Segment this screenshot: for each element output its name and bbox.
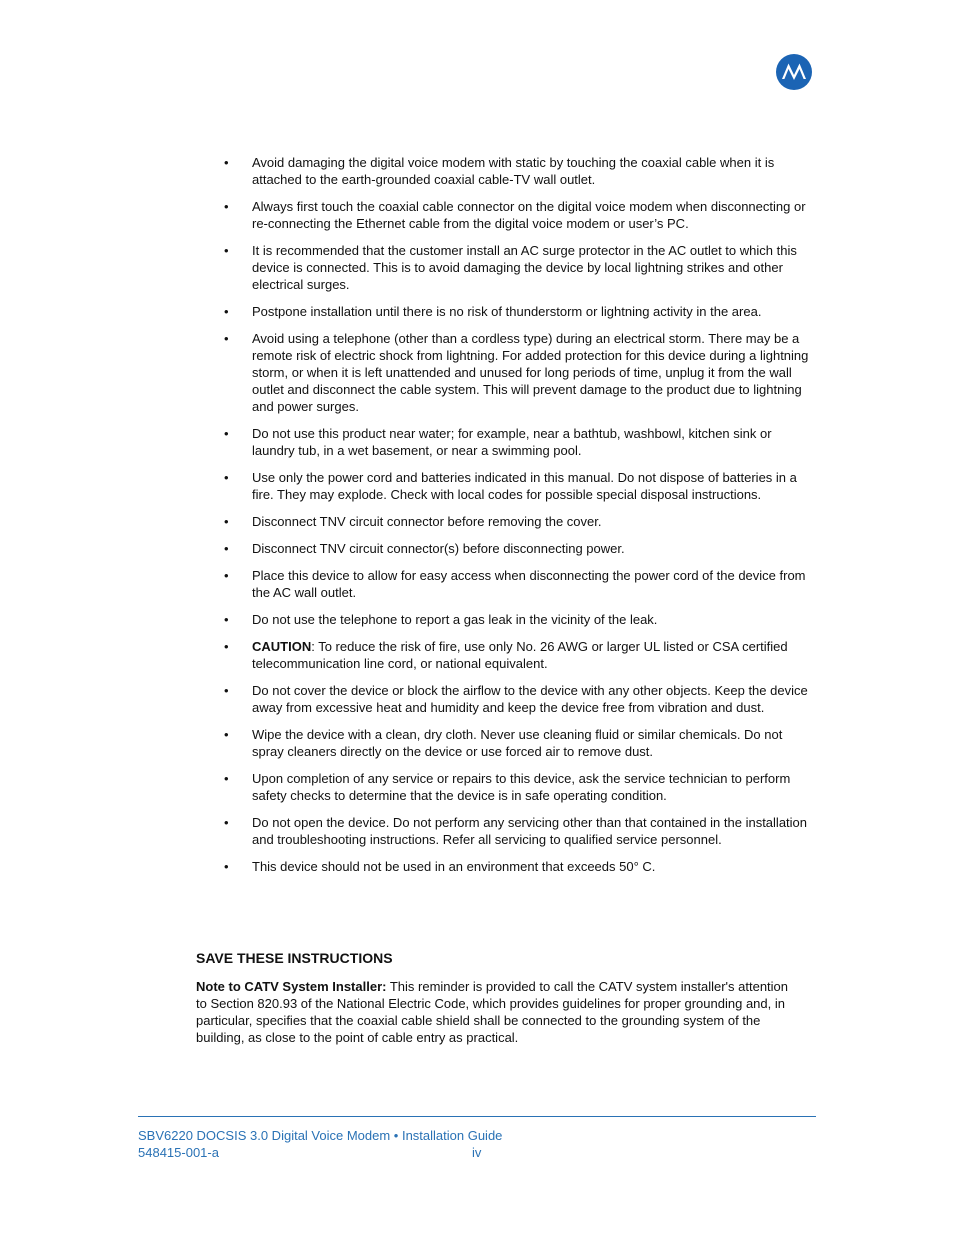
bullet-dot-icon: • bbox=[224, 243, 229, 258]
bullet-dot-icon: • bbox=[224, 541, 229, 556]
bullet-dot-icon: • bbox=[224, 199, 229, 214]
bullet-dot-icon: • bbox=[224, 470, 229, 485]
note-text: This reminder is provided to call the CATV system installer's attention to Section 820.93 of the National Electric Code, which provides guidelines for proper grounding and, in particular, specifies that the coaxial cable shield shall be connected to the grounding system of the building, as close to the point of cable entry as practical. bbox=[196, 979, 789, 1045]
safety-bullet-item bbox=[196, 425, 816, 459]
safety-bullet-item bbox=[196, 242, 816, 293]
bullet-text: Do not open the device. Do not perform any servicing other than that contained in the installation and troubleshooting instructions. Refer all servicing to qualified service personnel. bbox=[252, 815, 808, 847]
bullet-text: Do not use this product near water; for example, near a bathtub, washbowl, kitchen sink or laundry tub, in a wet basement, or near a swimming pool. bbox=[252, 426, 772, 458]
safety-bullet-item bbox=[196, 814, 816, 848]
safety-bullet-item bbox=[196, 154, 816, 188]
bullet-text: Always first touch the coaxial cable connector on the digital voice modem when disconnecting or re-connecting the Ethernet cable from the digital voice modem or user’s PC. bbox=[252, 199, 806, 231]
safety-bullet-item bbox=[196, 726, 816, 760]
motorola-logo-icon bbox=[776, 54, 812, 90]
bullet-text: Wipe the device with a clean, dry cloth. Never use cleaning fluid or similar chemicals. Do not spray cleaners directly on the device or use forced air to remove dust. bbox=[252, 727, 783, 759]
footer-divider bbox=[138, 1116, 816, 1117]
bullet-text: Do not cover the device or block the airflow to the device with any other objects. Keep the device away from excessive heat and humidity and keep the device free from vibration and dust. bbox=[252, 683, 808, 715]
logo-circle bbox=[776, 54, 812, 90]
safety-bullet-item bbox=[196, 682, 816, 716]
bullet-dot-icon: • bbox=[224, 514, 229, 529]
safety-instructions-list bbox=[196, 154, 816, 885]
bullet-dot-icon: • bbox=[224, 771, 229, 786]
bullet-dot-icon: • bbox=[224, 815, 229, 830]
safety-bullet-item bbox=[196, 611, 816, 628]
bullet-dot-icon: • bbox=[224, 331, 229, 346]
bullet-text: Disconnect TNV circuit connector(s) before disconnecting power. bbox=[252, 541, 625, 556]
footer-page-number: iv bbox=[472, 1145, 482, 1160]
bullet-text: Upon completion of any service or repairs to this device, ask the service technician to perform safety checks to determine that the device is in safe operating condition. bbox=[252, 771, 791, 803]
bullet-dot-icon: • bbox=[224, 859, 229, 874]
note-label: Note to CATV System Installer: bbox=[196, 979, 387, 994]
safety-bullet-item bbox=[196, 513, 816, 530]
safety-bullet-item bbox=[196, 330, 816, 415]
safety-bullet-item bbox=[196, 469, 816, 503]
bullet-dot-icon: • bbox=[224, 639, 229, 654]
bullet-dot-icon: • bbox=[224, 568, 229, 583]
safety-bullet-item bbox=[196, 858, 816, 875]
bullet-dot-icon: • bbox=[224, 727, 229, 742]
bullet-text: Use only the power cord and batteries indicated in this manual. Do not dispose of batteries in a fire. They may explode. Check with local codes for possible special disposal instructions. bbox=[252, 470, 797, 502]
bullet-bold-label: CAUTION bbox=[252, 639, 312, 654]
bullet-text: Do not use the telephone to report a gas leak in the vicinity of the leak. bbox=[252, 612, 658, 627]
bullet-text: : To reduce the risk of fire, use only No. 26 AWG or larger UL listed or CSA certified telecommunication line cord, or national equivalent. bbox=[252, 639, 788, 671]
safety-bullet-item bbox=[196, 638, 816, 672]
safety-bullet-item bbox=[196, 567, 816, 601]
footer-meta bbox=[138, 1144, 816, 1161]
bullet-text: Place this device to allow for easy access when disconnecting the power cord of the device from the AC wall outlet. bbox=[252, 568, 806, 600]
safety-bullet-item bbox=[196, 770, 816, 804]
save-instructions-heading: SAVE THESE INSTRUCTIONS bbox=[196, 950, 393, 966]
catv-installer-note bbox=[196, 978, 796, 1046]
bullet-text: Avoid using a telephone (other than a cordless type) during an electrical storm. There may be a remote risk of electric shock from lightning. For added protection for this device during a lightning storm, or when it is left unattended and unused for long periods of time, unplug it from the wall outlet and disconnect the cable system. This will prevent damage to the product due to lightning and power surges. bbox=[252, 331, 809, 414]
bullet-text: It is recommended that the customer install an AC surge protector in the AC outlet to which this device is connected. This is to avoid damaging the device by local lightning strikes and other electrical surges. bbox=[252, 243, 797, 292]
safety-bullet-item bbox=[196, 540, 816, 557]
bullet-dot-icon: • bbox=[224, 155, 229, 170]
bullet-dot-icon: • bbox=[224, 426, 229, 441]
bullet-text: Disconnect TNV circuit connector before removing the cover. bbox=[252, 514, 602, 529]
bullet-dot-icon: • bbox=[224, 683, 229, 698]
bullet-dot-icon: • bbox=[224, 304, 229, 319]
bullet-text: This device should not be used in an environment that exceeds 50° C. bbox=[252, 859, 656, 874]
bullet-text: Postpone installation until there is no risk of thunderstorm or lightning activity in the area. bbox=[252, 304, 762, 319]
safety-bullet-item bbox=[196, 198, 816, 232]
footer-guide-title: SBV6220 DOCSIS 3.0 Digital Voice Modem • Installation Guide bbox=[138, 1128, 503, 1143]
safety-bullet-item bbox=[196, 303, 816, 320]
footer-doc-number: 548415-001-a bbox=[138, 1145, 219, 1160]
bullet-text: Avoid damaging the digital voice modem with static by touching the coaxial cable when it is attached to the earth-grounded coaxial cable-TV wall outlet. bbox=[252, 155, 775, 187]
bullet-dot-icon: • bbox=[224, 612, 229, 627]
